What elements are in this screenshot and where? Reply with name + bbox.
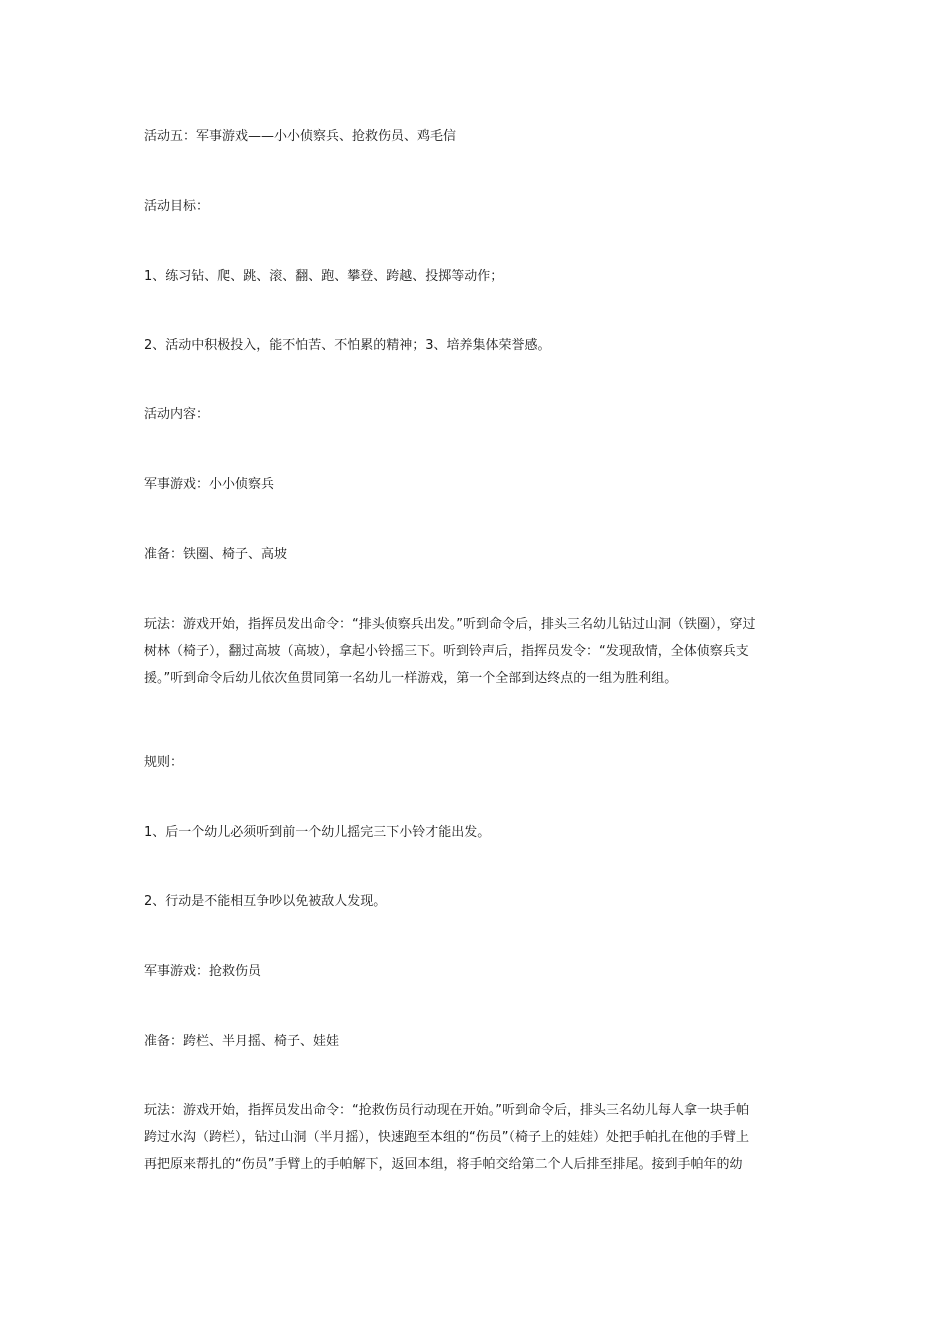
goal-item-1: 1、练习钻、爬、跳、滚、翻、跑、攀登、跨越、投掷等动作；	[144, 269, 504, 284]
game1-rules-heading: 规则：	[144, 755, 184, 770]
game2-play-line: 再把原来帮扎的“伤员”手臂上的手帕解下，返回本组，将手帕交给第二个人后排至排尾。接到手帕年的幼	[144, 1157, 743, 1172]
game2-play-line: 跨过水沟（跨栏），钻过山洞（半月摇），快速跑至本组的“伤员”（椅子上的娃娃）处把手帕扎在他的手臂上	[144, 1130, 749, 1145]
game1-play-line: 树林（椅子），翻过高坡（高坡），拿起小铃摇三下。听到铃声后，指挥员发令：“发现敌情，全体侦察兵支	[144, 644, 749, 659]
document-title: 活动五：军事游戏——小小侦察兵、抢救伤员、鸡毛信	[144, 129, 457, 144]
content-heading: 活动内容：	[144, 407, 210, 422]
game1-heading: 军事游戏：小小侦察兵	[144, 477, 275, 492]
game1-prep: 准备：铁圈、椅子、高坡	[144, 547, 288, 562]
game2-heading: 军事游戏：抢救伤员	[144, 964, 262, 979]
game2-prep: 准备：跨栏、半月摇、椅子、娃娃	[144, 1034, 340, 1049]
game2-play-paragraph	[144, 1097, 810, 1178]
goal-item-2-3: 2、活动中积极投入，能不怕苦、不怕累的精神；3、培养集体荣誉感。	[144, 338, 551, 353]
game1-play-paragraph	[144, 611, 810, 692]
game1-rule-1: 1、后一个幼儿必须听到前一个幼儿摇完三下小铃才能出发。	[144, 825, 491, 840]
game2-play-line: 玩法：游戏开始，指挥员发出命令：“抢救伤员行动现在开始。”听到命令后，排头三名幼儿每人拿一块手帕	[144, 1103, 749, 1118]
game1-rule-2: 2、行动是不能相互争吵以免被敌人发现。	[144, 894, 387, 909]
goals-heading: 活动目标：	[144, 199, 210, 214]
game1-play-line: 援。”听到命令后幼儿依次鱼贯同第一名幼儿一样游戏，第一个全部到达终点的一组为胜利组。	[144, 671, 678, 686]
game1-play-line: 玩法：游戏开始，指挥员发出命令：“排头侦察兵出发。”听到命令后，排头三名幼儿钻过山洞（铁圈），穿过	[144, 617, 756, 632]
